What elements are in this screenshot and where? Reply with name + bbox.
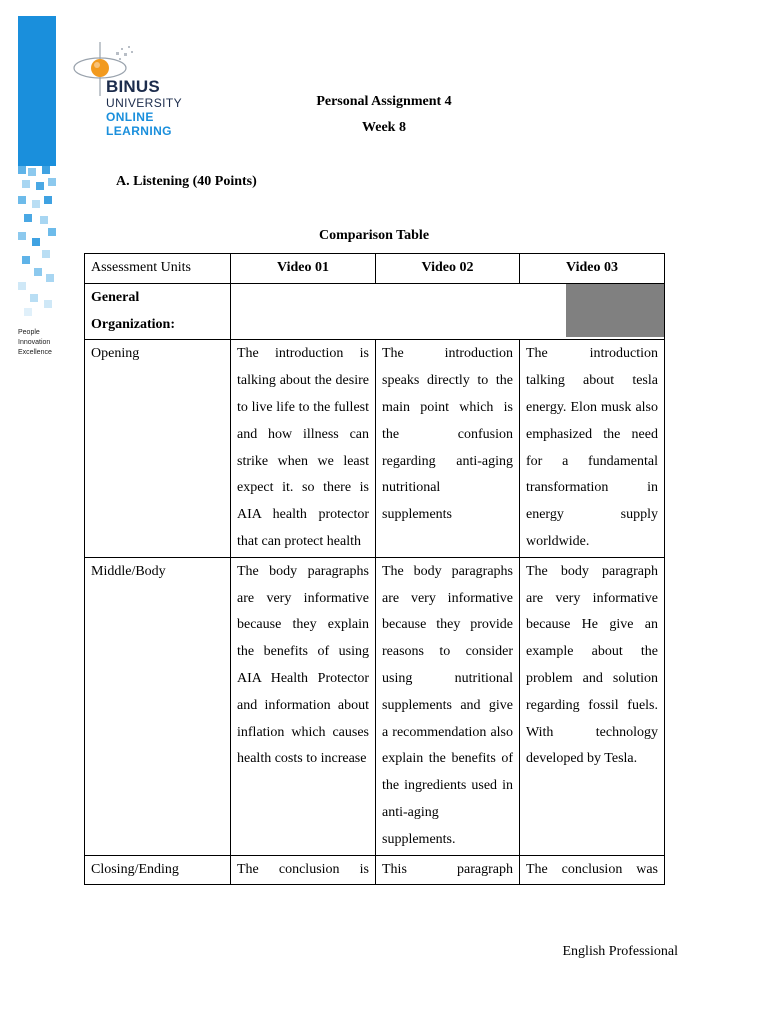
header-video-01: Video 01 <box>231 254 376 284</box>
cell-closing-video-01: The conclusion is <box>231 855 376 885</box>
cell-body-video-03: The body paragraph are very informative because He give an example about the problem and solution regarding fossil fuels. With technology developed by Tesla. <box>520 557 665 855</box>
document-week: Week 8 <box>362 120 406 135</box>
brand-tagline <box>18 328 52 358</box>
document-title: Personal Assignment 4 <box>316 94 452 109</box>
cell-body-video-02: The body paragraphs are very informative because they provide reasons to consider using nutritional supplements and give a recommendation also explain the benefits of the ingredients used in anti-aging supplements. <box>376 557 520 855</box>
general-organization-row <box>85 283 665 340</box>
row-label-opening: Opening <box>85 340 231 557</box>
wordmark-university: UNIVERSITY <box>106 96 183 110</box>
tagline-people: People <box>18 329 40 336</box>
page-footer: English Professional <box>562 944 678 959</box>
header-assessment-units: Assessment Units <box>85 254 231 284</box>
tagline-innovation: Innovation <box>18 339 51 346</box>
cell-closing-video-03: The conclusion was <box>520 855 665 885</box>
general-empty-cell <box>231 283 520 340</box>
table-header-row <box>85 254 665 284</box>
cell-closing-video-02: This paragraph <box>376 855 520 885</box>
section-heading: A. Listening (40 Points) <box>116 174 257 189</box>
wordmark-learning: LEARNING <box>106 124 172 138</box>
wordmark-binus: BINUS <box>106 77 160 96</box>
general-organization-label: General Organization: <box>85 283 231 340</box>
comparison-table <box>84 253 665 885</box>
header-video-03: Video 03 <box>520 254 665 284</box>
wordmark-online: ONLINE <box>106 110 154 124</box>
table-row <box>85 340 665 557</box>
table-row <box>85 855 665 885</box>
row-label-middle-body: Middle/Body <box>85 557 231 855</box>
cell-opening-video-02: The introduction speaks directly to the main point which is the confusion regarding anti-aging nutritional supplements <box>376 340 520 557</box>
row-label-closing-ending: Closing/Ending <box>85 855 231 885</box>
cell-opening-video-01: The introduction is talking about the desire to live life to the fullest and how illness can strike when we least expect it. so there is AIA health protector that can protect health <box>231 340 376 557</box>
table-caption: Comparison Table <box>318 228 430 243</box>
header-video-02: Video 02 <box>376 254 520 284</box>
general-shaded-cell <box>520 283 665 340</box>
tagline-excellence: Excellence <box>18 349 52 356</box>
brand-side-bar <box>18 16 56 316</box>
cell-opening-video-03: The introduction talking about tesla energy. Elon musk also emphasized the need for a fundamental transformation in energy supply worldwide. <box>520 340 665 557</box>
cell-body-video-01: The body paragraphs are very informative because they explain the benefits of using AIA Health Protector and information about inflation which causes health costs to increase <box>231 557 376 855</box>
table-row <box>85 557 665 855</box>
